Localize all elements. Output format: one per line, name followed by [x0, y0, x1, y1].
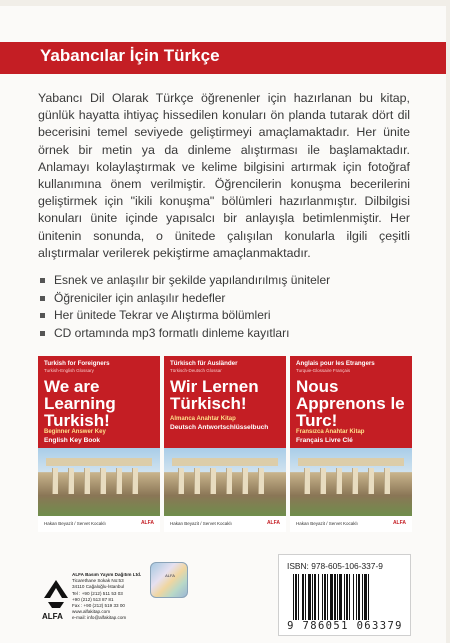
- barcode-bar: [330, 574, 333, 620]
- barcode-bar: [353, 574, 354, 620]
- publisher-line: +90 (212) 513 87 81: [72, 596, 114, 602]
- barcode-bar: [327, 574, 328, 620]
- cover-glossary-label: Turquie-Glossaire Français: [296, 368, 351, 373]
- cover-title: We are Learning Turkish!: [44, 377, 116, 430]
- cover-language-label: Turkish for Foreigners: [44, 360, 110, 367]
- cover-glossary-label: Türkisch-Deutsch Glossar: [170, 368, 222, 373]
- barcode-bar: [346, 574, 348, 620]
- cover-publisher: ALFA: [392, 520, 406, 526]
- barcode-bar: [337, 574, 338, 620]
- barcode-bar: [364, 574, 367, 620]
- barcode-bar: [349, 574, 350, 620]
- cover-photo-ruins: [164, 448, 286, 516]
- list-item: [40, 272, 412, 290]
- barcode-bar: [356, 574, 357, 620]
- barcode-bar: [295, 574, 297, 620]
- cover-authors: Hakan Beyazit / Servet Kocaklı: [170, 521, 232, 526]
- cover-edition: English Key Book: [44, 437, 101, 444]
- barcode-bar: [302, 574, 304, 620]
- barcode-icon: [293, 574, 401, 620]
- bullet-square-icon: [40, 278, 45, 283]
- cover-edition: Français Livre Clé: [296, 437, 353, 444]
- barcode-bar: [298, 574, 299, 620]
- barcode-bar: [368, 574, 369, 620]
- cover-authors: Hakan Beyazit / Servet Kocaklı: [44, 521, 106, 526]
- barcode-bar: [339, 574, 342, 620]
- bullet-square-icon: [40, 331, 45, 336]
- book-cover-german: [164, 356, 286, 532]
- barcode-bar: [358, 574, 360, 620]
- barcode-panel: [278, 554, 411, 636]
- cover-publisher: ALFA: [266, 520, 280, 526]
- barcode-bar: [334, 574, 336, 620]
- barcode-bar: [305, 574, 306, 620]
- cover-subtitle: Beginner Answer Key: [44, 429, 106, 435]
- list-item: [40, 307, 412, 325]
- book-cover-french: [290, 356, 412, 532]
- list-item-text: Her ünitede Tekrar ve Alıştırma bölümleri: [54, 308, 271, 322]
- book-cover-english: [38, 356, 160, 532]
- cover-language-label: Türkisch für Ausländer: [170, 360, 238, 367]
- isbn-text: ISBN: 978-605-106-337-9: [287, 561, 383, 571]
- list-item-text: Esnek ve anlaşılır bir şekilde yapılandırılmış üniteler: [54, 273, 331, 287]
- cover-title: Nous Apprenons le Turc!: [296, 377, 405, 430]
- description-paragraph: Yabancı Dil Olarak Türkçe öğrenenler için hazırlanan bu kitap, günlük hayatta ihtiyaç hissedilen konuları ön planda tutarak dört dil becerisini temel seviyede geliştirmeyi amaçlamaktadır. Her ünite örnek bir metin ya da dinleme alıştırması ile başlamaktadır. Anlamayı kolaylaştırmak ve kelime bilgisini artırmak için fotoğraf kullanımına önem verilmiştir. Öğrencilerin konuşma becerilerini geliştirmek için "ikili konuşma" bölümleri hazırlanmıştır. Dilbilgisi konuları ünite içinde yapısalcı bir anlayışla betimlenmiştir. Her ünitenin sonunda, o ünitede çalışılan konularla ilgili çeşitli alıştırmalar verilerek pekiştirme amaçlanmaktadır.: [38, 91, 410, 260]
- cover-subtitle: Almanca Anahtar Kitap: [170, 416, 236, 422]
- cover-subtitle: Fransızca Anahtar Kitap: [296, 429, 365, 435]
- publisher-name: ALFA Basım Yayım Dağıtım Ltd.: [72, 572, 142, 577]
- publisher-line: Fax : +90 (212) 519 33 00: [72, 603, 125, 609]
- barcode-bar: [314, 574, 316, 620]
- barcode-bar: [322, 574, 323, 620]
- barcode-bar: [312, 574, 313, 620]
- barcode-bar: [293, 574, 294, 620]
- barcode-bar: [324, 574, 326, 620]
- publisher-line: 34110 Cağaloğlu-İstanbul: [72, 584, 125, 590]
- publisher-line: e-mail: info@alfakitap.com: [72, 615, 127, 621]
- feature-list: [40, 272, 412, 342]
- cover-footer: [164, 516, 286, 532]
- cover-photo-ruins: [38, 448, 160, 516]
- list-item: [40, 290, 412, 308]
- cover-photo-ruins: [290, 448, 412, 516]
- cover-authors: Hakan Beyazit / Servet Kocaklı: [296, 521, 358, 526]
- publisher-logo-name: ALFA: [42, 612, 63, 621]
- publisher-line: Tel : +90 (212) 511 53 03: [72, 590, 123, 596]
- hologram-label: ALFA: [165, 573, 175, 578]
- list-item-text: CD ortamında mp3 formatlı dinleme kayıtları: [54, 325, 290, 340]
- hologram-sticker: [150, 562, 188, 598]
- barcode-bar: [344, 574, 345, 620]
- page-title: Yabancılar İçin Türkçe: [40, 46, 220, 65]
- bullet-square-icon: [40, 313, 45, 318]
- bullet-square-icon: [40, 296, 45, 301]
- cover-edition: Deutsch Antwortschlüsselbuch: [170, 424, 269, 431]
- publisher-line: Ticarethane Sokak No:53: [72, 578, 124, 584]
- cover-footer: [38, 516, 160, 532]
- cover-language-label: Anglais pour les Etrangers: [296, 360, 375, 367]
- cover-title: Wir Lernen Türkisch!: [170, 377, 259, 413]
- cover-footer: [290, 516, 412, 532]
- barcode-bar: [362, 574, 363, 620]
- list-item-text: Öğreniciler için anlaşılır hedefler: [54, 290, 226, 305]
- cover-publisher: ALFA: [140, 520, 154, 526]
- publisher-logo: [42, 576, 70, 616]
- barcode-bar: [318, 574, 319, 620]
- book-covers: [38, 356, 412, 532]
- barcode-digits: 9 786051 063379: [287, 620, 403, 632]
- publisher-address: [72, 572, 144, 622]
- publisher-line: www.alfakitap.com: [72, 609, 111, 615]
- list-item: [40, 325, 412, 343]
- barcode-bar: [308, 574, 311, 620]
- header-band: [0, 42, 446, 74]
- cover-glossary-label: Turkish-English Glossary: [44, 368, 94, 373]
